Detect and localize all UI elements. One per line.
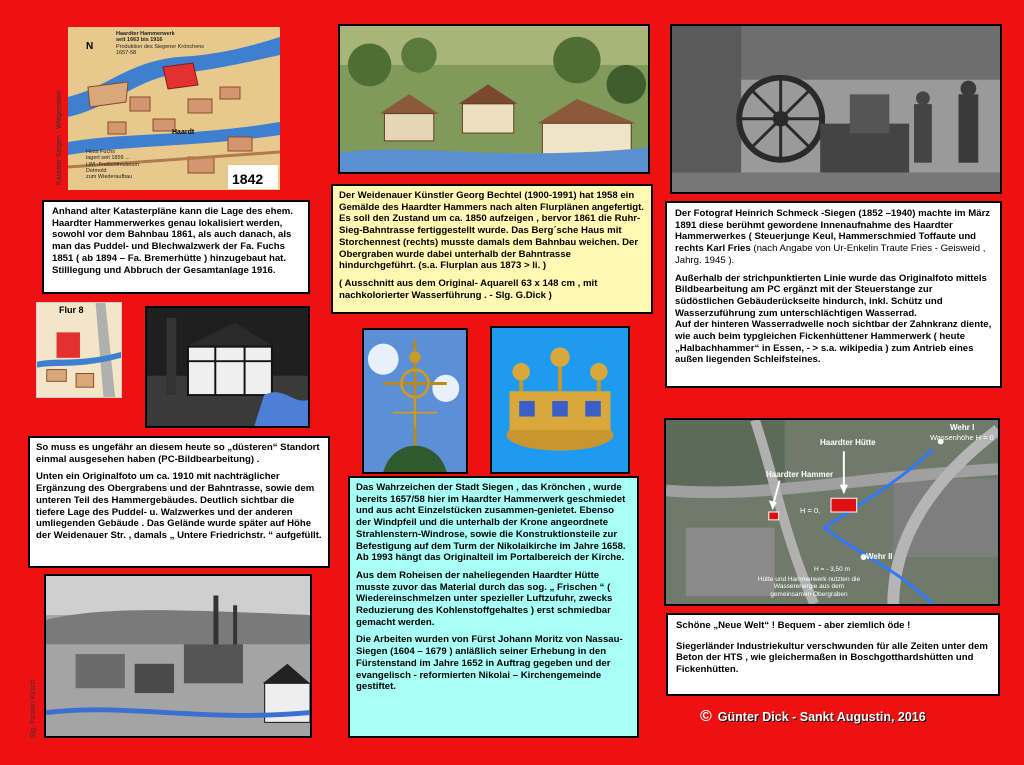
- aerial-photo: [664, 418, 1000, 606]
- neue-welt-text: Schöne „Neue Welt“ ! Bequem - aber ziemlich öde !: [676, 620, 911, 631]
- map-caption-line: zum Wiederaufbau: [86, 174, 133, 181]
- map-title: [116, 31, 204, 56]
- aerial-huette-label: Haardter Hütte: [820, 438, 876, 447]
- bechtel-painting-drawing: [340, 26, 648, 172]
- duester-text-2: Unten ein Originalfoto um ca. 1910 mit nachträglicher Ergänzung des Obergrabens und der Bahntrasse, sowie dem unteren Teil des Hammergebäudes. Deutlich sichtbar die tiefere Lage des Puddel- u. Walzwerkes und der anderen umliegenden Gebäude . Das Gelände wurde später auf Höhe der Weidenauer Str. , damals „ Untere Friedrichstr. “ aufgefüllt.: [36, 471, 322, 541]
- schmeck-text-b: (nach Angabe von Ur-Enkelin Traute Fries - Geisweid , Jahrg. 1945 ).: [675, 243, 986, 266]
- text-box-kroenchen: [348, 476, 639, 738]
- flurplan-label: Flur 8: [59, 305, 84, 315]
- bechtel-painting: [338, 24, 650, 174]
- bechtel-text-2: ( Ausschnitt aus dem Original- Aquarell 63 x 148 cm , mit nachkolorierter Wasserführung . - Slg. G.Dick ): [339, 277, 598, 301]
- reconstruction-image: [145, 306, 310, 428]
- text-box-kataster: [42, 200, 310, 294]
- bechtel-text: Der Weidenauer Künstler Georg Bechtel (1900-1991) hat 1958 ein Gemälde des Haardter Hammers nach alten Flurplänen angefertigt. Es soll den Zustand um ca. 1850 aufzeigen , bervor 1861 die Ruhr-Sieg-Bahntrasse fertiggestellt wurde. Das Berg´sche Haus mit Storchennest (rechts) musste damals dem Bahnbau weichen. Der Obergraben wurde dabei unterhalb der Bahntrasse hindurchgeführt. (s.a. Flurplan aus 1873 > li. ): [339, 190, 644, 272]
- copyright-symbol: ©: [700, 708, 712, 725]
- schmeck-text-2: Außerhalb der strichpunktierten Linie wurde das Originalfoto mittels Bildbearbeitung am PC ergänzt mit der Steuerstange zur südöstlichen Gebäuderückseite hindurch, inkl. Schütz und Wasserzuführung zum unterschlächtigen Wasserrad.: [675, 272, 987, 319]
- aerial-caption: Hütte und Hammerwerk nutzten die Wasserenergie aus dem gemeinsamen Obergraben: [757, 576, 861, 598]
- aerial-water-height: H = - 3,50 m: [814, 566, 850, 573]
- aerial-weir1: Wehr I: [950, 423, 975, 432]
- map-caption-line: lagert seit 1859 ...: [86, 155, 130, 162]
- map-caption-line: LWL-Freilichtmuseum: [86, 161, 140, 168]
- schmeck-photo-drawing: [672, 26, 1000, 192]
- schmeck-text-a: Der Fotograf Heinrich Schmeck -Siegen (1852 –1940) machte im März 1891 diese berühmt gewordene Innenaufnahme des Haardter Hammerwerkes ( Steuerjunge Keul, Hammerschmied Toffaute und rechts Karl Fries: [675, 208, 991, 255]
- kataster-text-2: Stilllegung und Abbruch der Gesamtanlage 1916.: [52, 264, 276, 276]
- map-year-label: 1842: [232, 171, 264, 187]
- neue-welt-text-2: Siegerländer Industriekultur verschwunden für alle Zeiten unter dem Beton der HTS , wie gleichermaßen in Boschgotthardshütten und Fickenhütten.: [676, 640, 988, 676]
- flurplan-drawing: [37, 303, 121, 397]
- copyright-line: [700, 708, 926, 726]
- map-caption-line: Detmold: [86, 167, 107, 174]
- schmeck-text-3: Auf der hinteren Wasserradwelle noch sichtbar der Zahnkranz diente, wie auch beim typgleichen Fickenhüttener Hammerwerk ( heute „Halbachhammer“ in Essen, - > s.a. wikipedia ) zum Antrieb eines außen liegenden Schleifsteines.: [675, 319, 992, 366]
- windpfeil-drawing: [364, 330, 466, 472]
- map-caption-line: Hess Fuchs: [86, 149, 116, 155]
- text-box-schmeck: [665, 201, 1002, 388]
- aerial-weir2: Wehr II: [866, 552, 893, 561]
- copyright-text: Günter Dick - Sankt Augustin, 2016: [717, 710, 926, 724]
- aerial-hammer-label: Haardter Hammer: [766, 470, 834, 479]
- schmeck-interior-photo: [670, 24, 1002, 194]
- map-title-line: seit 1663 bis 1916: [116, 37, 163, 44]
- text-box-neue-welt: [666, 613, 1000, 696]
- kataster-text: Anhand alter Katasterpläne kann die Lage des ehem. Haardter Hammerwerkes genau lokalisiert werden, sowohl vor dem Bahnbau 1861, als auch danach, als man das Puddel- und Blechwalzwerk der Fa. Fuchs 1851 ( ab 1894 – Fa. Bremerhütte ) hinzugebaut hat.: [52, 206, 293, 264]
- map-side-label: Kataster Siegen - Wittgenstein: [56, 90, 63, 185]
- kroenchen-text: Das Wahrzeichen der Stadt Siegen , das Krönchen , wurde bereits 1657/58 hier im Haardter Hammerwerk geschmiedet und aus acht Einzelstücken zusammen-genietet. Ebenso der Windpfeil und die unterhalb der Krone angeordnete Strahlenstern-Windrose, sowie die Konstruktionsteile zur Befestigung auf dem Turm der Nikolaikirche im Jahre 1658. Ab 1993 hängt das Originalteil im Portalbereich der Kirche.: [356, 482, 626, 564]
- text-box-duester: [28, 436, 330, 568]
- north-arrow: N: [86, 41, 94, 52]
- cadastral-map-1842: [68, 27, 280, 190]
- aerial-weir1-height: Wassenhöhe H = 0: [930, 433, 994, 442]
- map-title-line: 1657-58: [116, 49, 137, 56]
- windpfeil-photo: [362, 328, 468, 474]
- aerial-h-level: H = 0,: [800, 506, 821, 515]
- photo-credit: Slg. Torsten Kirsch: [30, 679, 37, 738]
- duester-text: So muss es ungefähr an diesem heute so „düsteren“ Standort einmal ausgesehen haben (PC-Bildbearbeitung) .: [36, 442, 320, 465]
- reconstruction-drawing: [147, 308, 308, 426]
- map-caption: [86, 149, 139, 181]
- map-title-line: Haardter Hammerwerk: [116, 31, 175, 37]
- historic-photo-drawing: [46, 576, 310, 736]
- map-haardt-label: Haardt: [172, 129, 195, 136]
- flurplan-map: [36, 302, 122, 398]
- kroenchen-photo: [490, 326, 630, 474]
- schmeck-paragraph: [675, 208, 992, 267]
- kroenchen-text-3: Die Arbeiten wurden von Fürst Johann Moritz von Nassau-Siegen (1604 – 1679 ) anläßlich seiner Erhebung in den Fürstenstand im Jahre 1652 in Auftrag gegeben und der evangelisch - reformierten Nikolai – Kirchengemeinde gestiftet.: [356, 634, 623, 693]
- kroenchen-text-2: Aus dem Roheisen der naheliegenden Haardter Hütte musste zuvor das Material durch das sog. „ Frischen “ ( Wiedereinschmelzen unter spezieller Luftzufuhr, zwecks Reduzierung des Kohlenstoffgehaltes ) erst schmiedbar gemacht werden.: [356, 569, 613, 628]
- map-title-line: Produktion des Siegener Krönchens: [116, 43, 205, 50]
- historic-photo-1910: [44, 574, 312, 738]
- text-box-bechtel: [331, 184, 653, 314]
- kroenchen-drawing: [492, 328, 628, 472]
